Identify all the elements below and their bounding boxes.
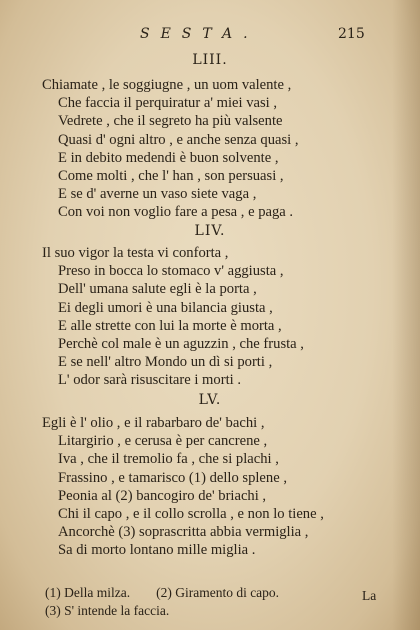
verse-line: Ei degli umori è una bilancia giusta , — [58, 299, 273, 316]
verse-line: E se nell' altro Mondo un dì si porti , — [58, 354, 273, 371]
page-number: 215 — [338, 26, 365, 42]
verse-line: Dell' umana salute egli è la porta , — [58, 281, 257, 298]
verse-line: Litargirio , e cerusa è per cancrene , — [58, 433, 268, 450]
verse-line: Chiamate , le soggiugne , un uom valente , — [42, 77, 292, 93]
verse-line: Preso in bocca lo stomaco v' aggiusta , — [58, 263, 284, 280]
verse-line: Quasi d' ogni altro , e anche senza quasi , — [58, 131, 299, 148]
verse-line: Come molti , che l' han , son persuasi , — [58, 168, 284, 185]
page-header — [0, 26, 420, 48]
footnote-line — [45, 584, 405, 602]
stanza-heading-liv: LIV. — [194, 223, 226, 239]
verse-line: Vedrete , che il segreto ha più valsente — [58, 113, 283, 130]
page-edge-shadow — [392, 0, 420, 630]
verse-line: L' odor sarà risuscitare i morti . — [58, 372, 241, 389]
verse-line: Ancorchè (3) soprascritta abbia vermiglia , — [58, 524, 309, 541]
verse-line: Iva , che il tremolio fa , che si plachi , — [58, 451, 279, 468]
verse-line: E in debito medendi è buon solvente , — [58, 149, 279, 166]
footnote-1: (1) Della milza. — [45, 585, 131, 600]
footnote-line — [45, 602, 405, 620]
verse-line: E se d' averne un vaso siete vaga , — [58, 186, 257, 203]
footnotes — [45, 584, 405, 620]
verse-line: Frassino , e tamarisco (1) dello splene , — [58, 469, 287, 486]
footnote-3: (3) S' intende la faccia. — [45, 603, 170, 618]
stanza-heading-liii: LIII. — [192, 52, 228, 68]
verse-line: Che faccia il perquiratur a' miei vasi , — [58, 95, 278, 112]
running-title: SESTA. — [140, 26, 259, 42]
footnote-2: (2) Giramento di capo. — [156, 585, 280, 600]
catchword: La — [362, 588, 377, 603]
verse-line: Peonia al (2) bancogiro de' briachi , — [58, 487, 267, 504]
verse-line: Il suo vigor la testa vi conforta , — [42, 245, 229, 261]
verse-line: Chi il capo , e il collo scrolla , e non lo tiene , — [58, 506, 324, 523]
stanza-heading-lv: LV. — [198, 392, 222, 408]
verse-line: Egli è l' olio , e il rabarbaro de' bachi , — [42, 415, 265, 431]
verse-line: Sa di morto lontano mille miglia . — [58, 542, 256, 559]
stanza-liv — [42, 244, 392, 390]
stanza-lv — [42, 414, 392, 560]
verse-line: Con voi non voglio fare a pesa , e paga . — [58, 204, 294, 221]
verse-line: E alle strette con lui la morte è morta , — [58, 317, 282, 334]
stanza-liii — [42, 76, 392, 222]
verse-line: Perchè col male è un aguzzin , che frusta , — [58, 336, 304, 353]
